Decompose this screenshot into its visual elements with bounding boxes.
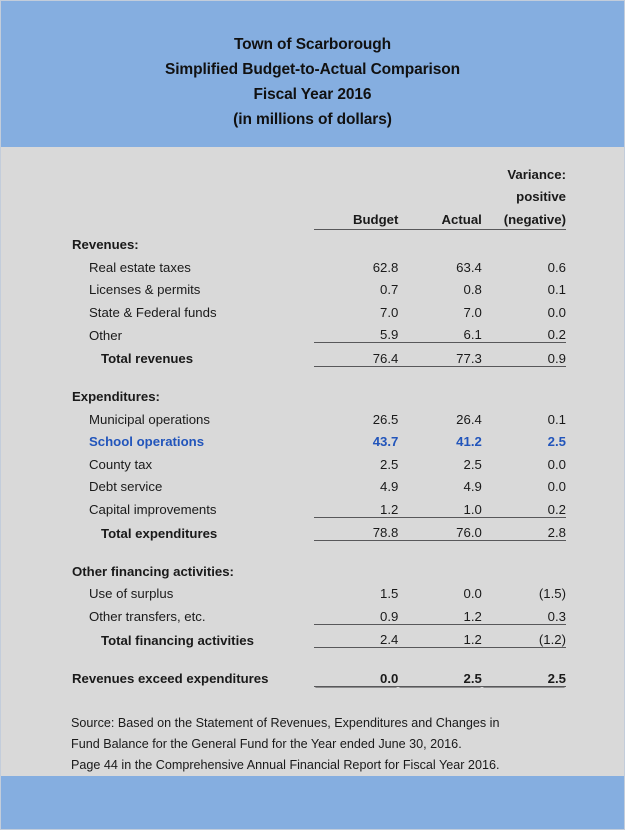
total-variance: 2.8 [482, 517, 566, 541]
table-row [61, 579, 566, 602]
row-budget: 0.7 [380, 282, 399, 297]
row-variance: 0.2 [482, 320, 566, 343]
column-header-variance-line3: (negative) [482, 206, 566, 229]
total-row [61, 343, 566, 367]
title-line-units: (in millions of dollars) [233, 111, 392, 128]
column-header-variance-line1: Variance: [507, 166, 566, 182]
row-label: Other transfers, etc. [89, 609, 206, 624]
total-label: Total financing activities [101, 632, 254, 648]
total-label: Total revenues [101, 351, 194, 366]
source-line-1: Source: Based on the Statement of Revenues, Expenditures and Changes in [71, 715, 500, 730]
row-label: Debt service [89, 479, 163, 494]
row-budget: 1.2 [314, 494, 399, 517]
section-heading-row [61, 382, 566, 405]
row-budget: 62.8 [372, 259, 399, 275]
section-spacer [61, 648, 566, 664]
row-actual: 26.4 [456, 411, 482, 427]
row-budget: 2.5 [380, 456, 399, 472]
grand-total-actual: 2.5 [398, 663, 481, 686]
table-row [61, 494, 566, 517]
table-row [61, 252, 566, 275]
row-budget: 5.9 [314, 320, 399, 343]
row-variance: 0.3 [482, 601, 566, 624]
grand-total-row [61, 663, 566, 686]
source-note [71, 713, 576, 776]
row-budget: 0.9 [314, 601, 399, 624]
row-label: Capital improvements [89, 502, 217, 517]
column-header-blank [61, 161, 314, 184]
header-banner [1, 1, 624, 147]
table-row [61, 320, 566, 343]
row-actual: 4.9 [463, 479, 482, 494]
table-row [61, 472, 566, 495]
table-row [61, 297, 566, 320]
total-budget: 2.4 [314, 624, 399, 648]
section-heading-row [61, 556, 566, 579]
section-heading-row [61, 229, 566, 252]
column-header-budget: Budget [314, 206, 399, 229]
row-actual: 63.4 [456, 259, 482, 275]
table-row [61, 275, 566, 298]
row-label: County tax [89, 456, 153, 472]
total-row [61, 517, 566, 541]
row-variance: 0.0 [547, 479, 566, 494]
row-actual: 1.0 [398, 494, 481, 517]
row-label: Use of surplus [89, 586, 174, 601]
row-actual: 0.0 [463, 586, 482, 601]
row-budget: 7.0 [380, 304, 399, 320]
total-row [61, 624, 566, 648]
row-label: State & Federal funds [89, 304, 217, 320]
section-heading-expenditures: Expenditures: [72, 389, 160, 404]
title-line-report: Simplified Budget-to-Actual Comparison [164, 61, 460, 78]
table-row [61, 449, 566, 472]
row-variance: 0.1 [547, 411, 566, 427]
table-row-highlighted [61, 427, 566, 450]
total-actual: 76.0 [398, 517, 481, 541]
row-variance: 0.0 [547, 304, 566, 320]
source-line-3: Page 44 in the Comprehensive Annual Financial Report for Fiscal Year 2016. [71, 757, 500, 772]
column-header-row-1 [61, 161, 566, 184]
column-header-variance-line2: positive [516, 189, 566, 204]
row-actual: 2.5 [463, 456, 482, 472]
table-row [61, 601, 566, 624]
row-label: Municipal operations [89, 411, 210, 427]
section-heading-other-financing: Other financing activities: [72, 563, 234, 579]
row-label: Real estate taxes [89, 259, 191, 275]
grand-total-label: Revenues exceed expenditures [72, 671, 269, 686]
total-budget: 78.8 [314, 517, 399, 541]
row-variance: 0.1 [547, 282, 566, 297]
row-budget: 4.9 [380, 479, 399, 494]
total-actual: 77.3 [398, 343, 481, 367]
column-header-row-2 [61, 184, 566, 207]
footer-banner [1, 776, 624, 829]
total-variance: 0.9 [482, 343, 566, 367]
row-budget: 26.5 [372, 411, 399, 427]
row-label-school-operations: School operations [89, 434, 205, 449]
section-spacer [61, 366, 566, 382]
row-variance: 0.0 [547, 456, 566, 472]
table-area [1, 161, 624, 776]
total-variance: (1.2) [482, 624, 566, 648]
row-actual: 7.0 [463, 304, 482, 320]
grand-total-variance: 2.5 [482, 663, 566, 686]
row-variance: 0.2 [482, 494, 566, 517]
total-budget: 76.4 [314, 343, 399, 367]
row-budget: 1.5 [380, 586, 399, 601]
row-variance: 0.6 [547, 259, 566, 275]
title-line-year: Fiscal Year 2016 [253, 86, 372, 103]
column-header-row-3 [61, 206, 566, 229]
column-header-actual: Actual [398, 206, 481, 229]
row-actual: 1.2 [398, 601, 481, 624]
total-label: Total expenditures [101, 525, 218, 541]
budget-table [61, 161, 566, 687]
grand-total-budget: 0.0 [314, 663, 399, 686]
section-spacer [61, 541, 566, 557]
row-actual: 41.2 [456, 434, 482, 449]
row-label: Licenses & permits [89, 282, 201, 297]
source-line-2: Fund Balance for the General Fund for the Year ended June 30, 2016. [71, 736, 462, 751]
table-row [61, 404, 566, 427]
title-line-org: Town of Scarborough [233, 36, 392, 53]
row-variance: 2.5 [547, 434, 566, 449]
row-actual: 0.8 [463, 282, 482, 297]
total-actual: 1.2 [398, 624, 481, 648]
section-heading-revenues: Revenues: [72, 237, 139, 252]
row-budget: 43.7 [372, 434, 399, 449]
row-actual: 6.1 [398, 320, 481, 343]
row-variance: (1.5) [538, 586, 566, 601]
row-label: Other [89, 327, 122, 343]
